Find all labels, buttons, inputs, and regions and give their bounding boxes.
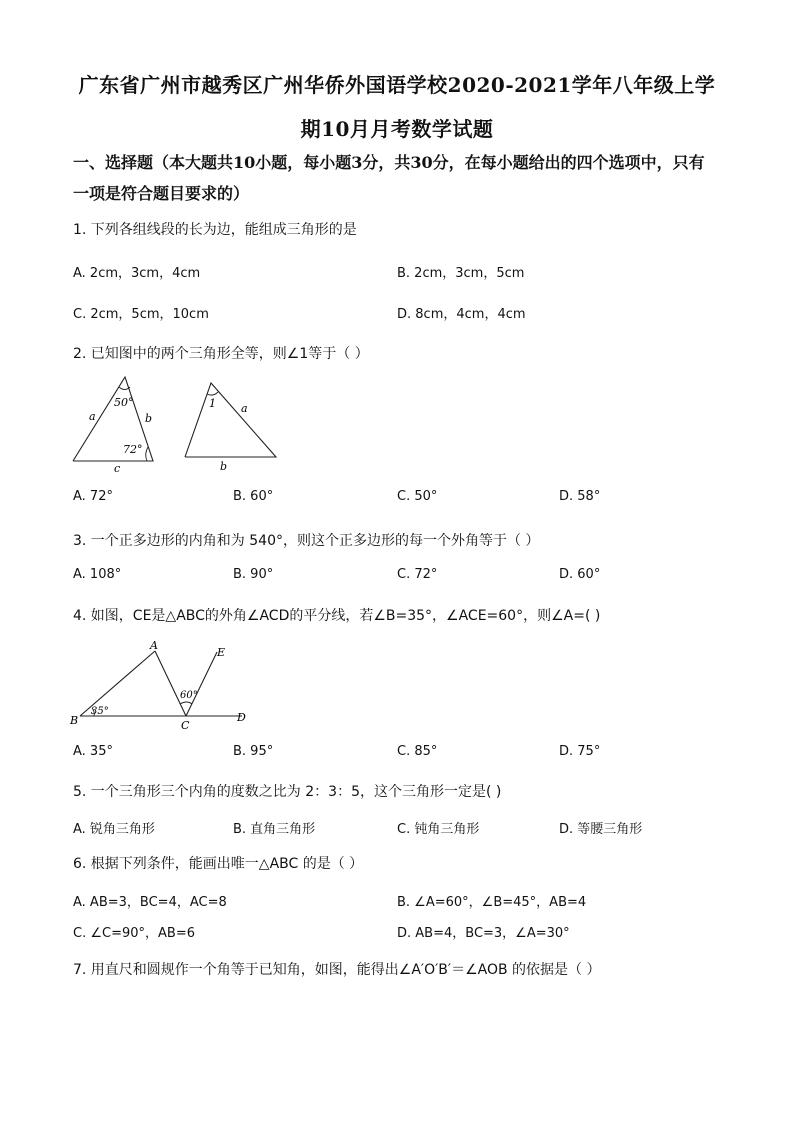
angle-b-label: 35°	[91, 706, 109, 717]
question-2-right-triangle	[185, 383, 276, 473]
left-side-c-label: c	[114, 462, 121, 475]
question-5-option-a: A. 锐角三角形	[73, 822, 155, 837]
side-ac	[155, 651, 186, 716]
question-3-option-c: C. 72°	[397, 567, 438, 582]
angle-ace-label: 60°	[180, 690, 198, 701]
question-4-option-a: A. 35°	[73, 744, 113, 759]
question-3-option-b: B. 90°	[233, 567, 274, 582]
left-side-a-label: a	[89, 410, 96, 423]
question-2-option-c: C. 50°	[397, 489, 438, 504]
question-1-option-b: B. 2cm，3cm，5cm	[397, 266, 525, 281]
question-2-option-a: A. 72°	[73, 489, 113, 504]
right-angle-label: 72°	[123, 443, 143, 456]
point-c-label: C	[181, 719, 190, 732]
question-5-option-d: D. 等腰三角形	[559, 822, 643, 837]
question-4-option-b: B. 95°	[233, 744, 274, 759]
question-4-option-c: C. 85°	[397, 744, 438, 759]
angle-1-label: 1	[209, 397, 216, 410]
question-6-stem: 6. 根据下列条件，能画出唯一△ABC 的是（ ）	[73, 856, 364, 872]
angle-1-arc	[207, 392, 218, 395]
question-4-stem: 4. 如图，CE是△ABC的外角∠ACD的平分线，若∠B=35°，∠ACE=60°，则∠A=( )	[73, 608, 601, 624]
point-e-label: E	[217, 646, 226, 659]
question-5-option-c: C. 钝角三角形	[397, 822, 480, 837]
point-b-label: B	[70, 714, 79, 727]
question-6-option-d: D. AB=4，BC=3，∠A=30°	[397, 926, 570, 941]
question-3-stem: 3. 一个正多边形的内角和为 540°，则这个正多边形的每一个外角等于（ ）	[73, 533, 540, 549]
question-1-option-d: D. 8cm，4cm，4cm	[397, 307, 526, 322]
question-6-option-c: C. ∠C=90°，AB=6	[73, 926, 195, 941]
right-angle-arc	[146, 447, 148, 461]
question-4-option-d: D. 75°	[559, 744, 601, 759]
question-2-option-d: D. 58°	[559, 489, 601, 504]
question-2-stem: 2. 已知图中的两个三角形全等，则∠1等于（ ）	[73, 346, 369, 362]
section-heading-line-2: 一项是符合题目要求的）	[73, 184, 250, 203]
right-side-b-label: b	[220, 460, 228, 473]
point-a-label: A	[150, 639, 158, 652]
ray-ce	[186, 652, 217, 716]
question-5-stem: 5. 一个三角形三个内角的度数之比为 2：3：5，这个三角形一定是( )	[73, 784, 502, 800]
question-6-option-a: A. AB=3，BC=4，AC=8	[73, 895, 227, 910]
section-heading-line-1: 一、选择题（本大题共10小题，每小题3分，共30分，在每小题给出的四个选项中，只有	[73, 153, 705, 172]
question-2-figure	[66, 372, 286, 476]
question-1-option-c: C. 2cm，5cm，10cm	[73, 307, 209, 322]
question-6-option-b: B. ∠A=60°，∠B=45°，AB=4	[397, 895, 587, 910]
top-angle-label: 50°	[114, 396, 134, 409]
question-4-figure	[66, 638, 266, 734]
exam-title-line-2: 期10月月考数学试题	[300, 117, 494, 141]
question-2-left-triangle	[73, 377, 153, 475]
question-1-stem: 1. 下列各组线段的长为边，能组成三角形的是	[73, 222, 357, 238]
left-side-b-label: b	[145, 412, 153, 425]
right-side-a-label: a	[241, 402, 248, 415]
point-d-label: D	[237, 711, 246, 724]
exam-title-line-1: 广东省广州市越秀区广州华侨外国语学校2020-2021学年八年级上学	[78, 73, 716, 97]
angle-ace-arc	[180, 702, 192, 704]
question-5-option-b: B. 直角三角形	[233, 822, 316, 837]
question-2-option-b: B. 60°	[233, 489, 274, 504]
question-1-option-a: A. 2cm，3cm，4cm	[73, 266, 201, 281]
question-3-option-d: D. 60°	[559, 567, 601, 582]
question-7-stem: 7. 用直尺和圆规作一个角等于已知角，如图，能得出∠A′O′B′＝∠AOB 的依据是（ ）	[73, 962, 601, 978]
question-3-option-a: A. 108°	[73, 567, 122, 582]
